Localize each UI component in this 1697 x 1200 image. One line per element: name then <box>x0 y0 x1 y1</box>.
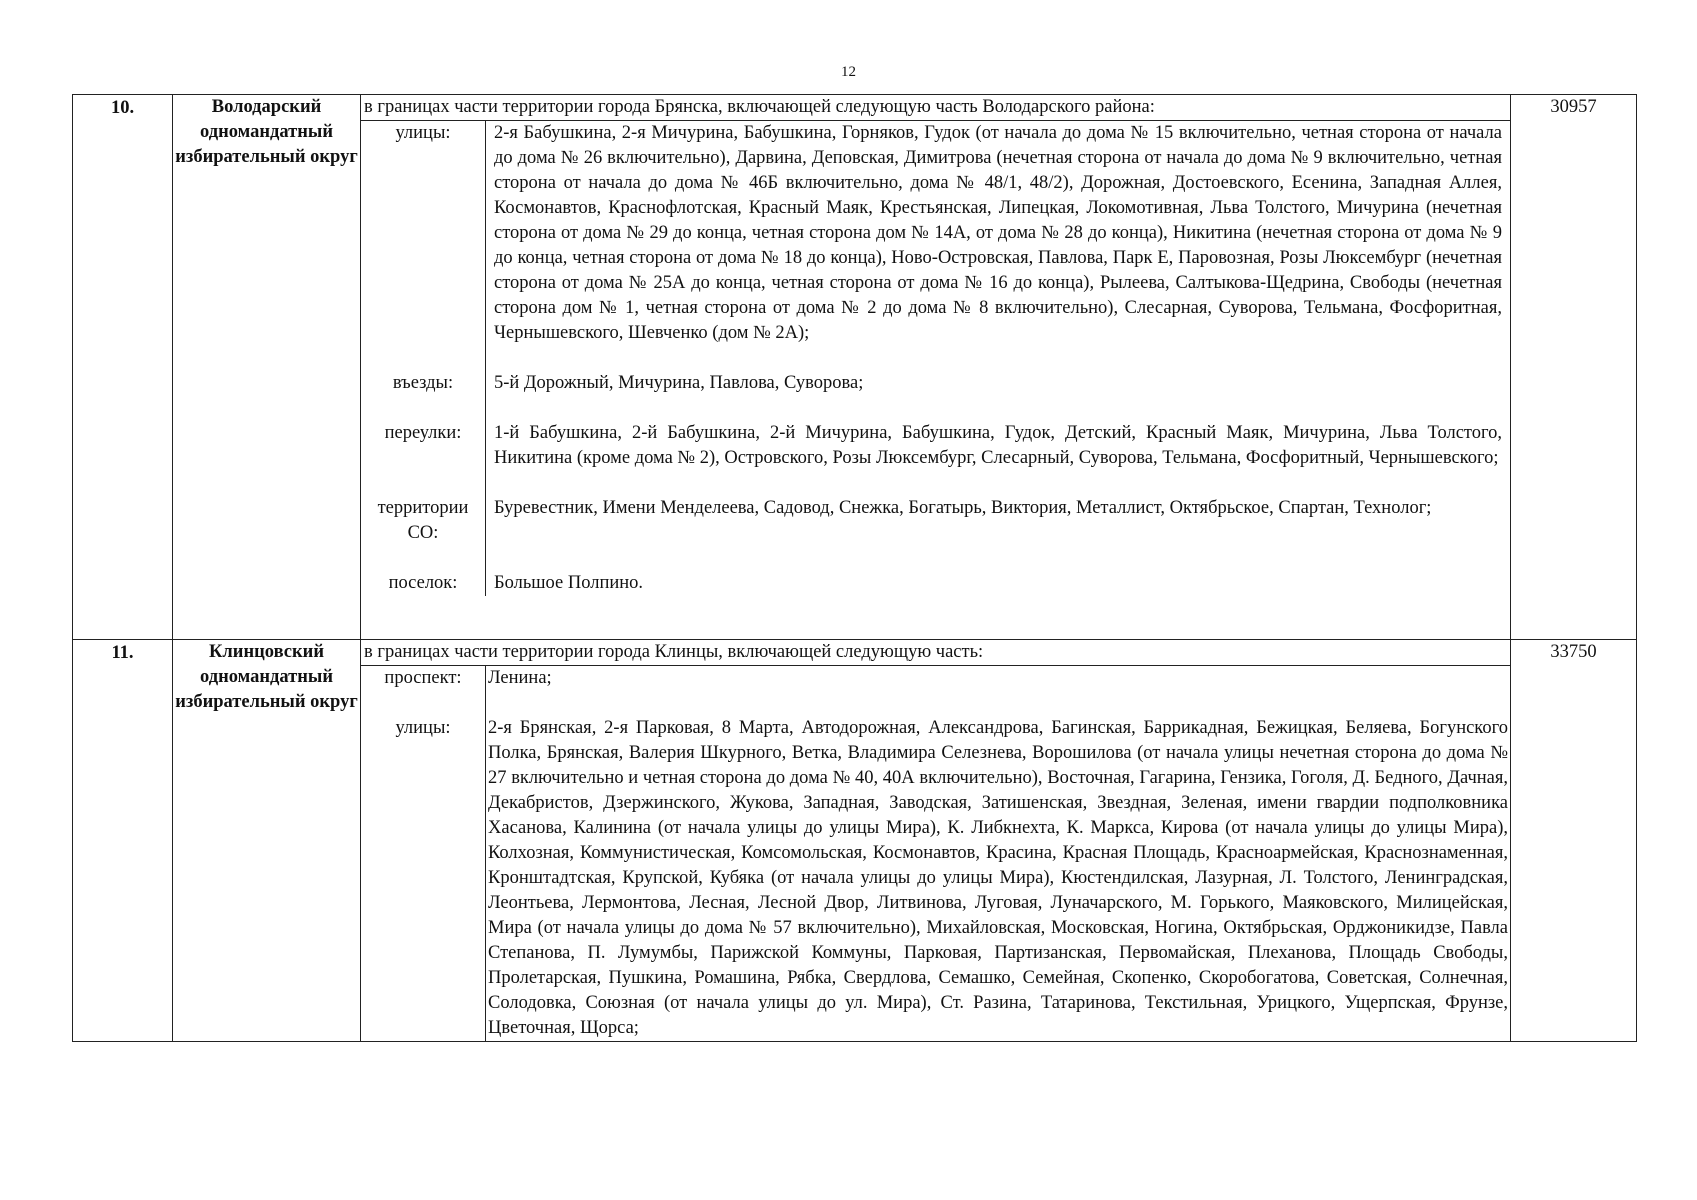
district-name: Володарский одномандатный избирательный округ <box>173 95 361 640</box>
entry-row <box>361 496 1510 546</box>
district-number: 11. <box>73 640 173 1042</box>
entry-row <box>361 371 1510 396</box>
entry-text: Большое Полпино. <box>494 573 644 593</box>
district-entries <box>361 121 1510 596</box>
entry-row <box>361 421 1510 471</box>
entry-row <box>361 571 1510 596</box>
entry-row <box>361 666 1510 691</box>
entry-label: въезды: <box>361 371 486 396</box>
district-name: Клинцовский одномандатный избирательный округ <box>173 640 361 1042</box>
entry-text: 2-я Брянская, 2-я Парковая, 8 Марта, Автодорожная, Александрова, Багинская, Баррикадная, Бежицкая, Беляева, Богунского Полка, Брянская, Валерия Шкурного, Ветка, Владимира Селезнева, Ворошилова (от начала улицы нечетная сторона до дома № 27 включительно и четная сторона до дома № 40, 40А включительно), Восточная, Гагарина, Гензика, Гоголя, Д. Бедного, Дачная, Декабристов, Дзержинского, Жукова, Западная, Заводская, Затишенская, Звездная, Зеленая, имени гвардии подполковника Хасанова, Калинина (от начала улицы до улицы Мира), К. Либкнехта, К. Маркса, Кирова (от начала улицы до улицы Мира), Колхозная, Коммунистическая, Комсомольская, Космонавтов, Красина, Красная Площадь, Красноармейская, Краснознаменная, Кронштадтская, Крупской, Кубяка (от начала улицы до улицы Мира), Кюстендилская, Лазурная, Л. Толстого, Ленинградская, Леонтьева, Лермонтова, Лесная, Лесной Двор, Литвинова, Луговая, Луначарского, М. Горького, Маяковского, Милицейская, Мира (от начала улицы до дома № 57 включительно), Михайловская, Московская, Ногина, Октябрьская, Орджоникидзе, Павла Степанова, П. Лумумбы, Парижской Коммуны, Парковая, Партизанская, Первомайская, Плеханова, Площадь Свободы, Пролетарская, Пушкина, Ромашина, Рябка, Свердлова, Семашко, Семейная, Скопенко, Скоробогатова, Советская, Солнечная, Солодовка, Союзная (от начала улицы до ул. Мира), Ст. Разина, Татаринова, Текстильная, Урицкого, Ущерпская, Фрунзе, Цветочная, Щорса; <box>488 718 1508 1038</box>
entry-label: улицы: <box>361 121 486 346</box>
entry-row <box>361 121 1510 346</box>
entry-label: улицы: <box>361 716 486 1041</box>
entry-label: территории СО: <box>361 496 486 546</box>
entry-text: Ленина; <box>488 668 552 688</box>
entry-text: 2-я Бабушкина, 2-я Мичурина, Бабушкина, Горняков, Гудок (от начала до дома № 15 включительно, четная сторона от начала до дома № 26 включительно), Дарвина, Деповская, Димитрова (нечетная сторона от начала до дома № 9 включительно, четная сторона от начала до дома № 46Б включительно, дома № 48/1, 48/2), Дорожная, Достоевского, Есенина, Западная Аллея, Космонавтов, Краснофлотская, Красный Маяк, Крестьянская, Липецкая, Локомотивная, Льва Толстого, Мичурина (нечетная сторона от дома № 29 до конца, четная сторона дом № 14А, от дома № 28 до конца), Никитина (нечетная сторона от дома № 9 до конца, четная сторона от дома № 18 до конца), Ново-Островская, Павлова, Парк Е, Паровозная, Розы Люксембург (нечетная сторона от дома № 25А до конца, четная сторона от дома № 16 до конца), Рылеева, Салтыкова-Щедрина, Свободы (нечетная сторона дом № 1, четная сторона от дома № 2 до дома № 8 включительно), Слесарная, Суворова, Тельмана, Фосфоритная, Чернышевского, Шевченко (дом № 2А); <box>494 123 1502 343</box>
table-row <box>73 95 1637 640</box>
table-row <box>73 640 1637 1042</box>
entry-text: 5-й Дорожный, Мичурина, Павлова, Суворова; <box>494 373 864 393</box>
districts-table <box>72 94 1637 1042</box>
voter-count: 33750 <box>1511 640 1637 1042</box>
district-number: 10. <box>73 95 173 640</box>
district-header: в границах части территории города Брянска, включающей следующую часть Володарского района: <box>361 95 1510 121</box>
entry-label: поселок: <box>361 571 486 596</box>
entry-row <box>361 716 1510 1041</box>
entry-text: 1-й Бабушкина, 2-й Бабушкина, 2-й Мичурина, Бабушкина, Гудок, Детский, Красный Маяк, Мичурина, Льва Толстого, Никитина (кроме дома № 2), Островского, Розы Люксембург, Слесарный, Суворова, Тельмана, Фосфоритный, Чернышевского; <box>494 423 1502 468</box>
entry-label: проспект: <box>361 666 486 691</box>
district-description <box>361 95 1511 640</box>
district-description <box>361 640 1511 1042</box>
entry-label: переулки: <box>361 421 486 471</box>
page-number: 12 <box>841 64 856 80</box>
district-entries <box>361 666 1510 1041</box>
entry-text: Буревестник, Имени Менделеева, Садовод, Снежка, Богатырь, Виктория, Металлист, Октябрьское, Спартан, Технолог; <box>494 498 1432 518</box>
district-header: в границах части территории города Клинцы, включающей следующую часть: <box>361 640 1510 666</box>
voter-count: 30957 <box>1511 95 1637 640</box>
